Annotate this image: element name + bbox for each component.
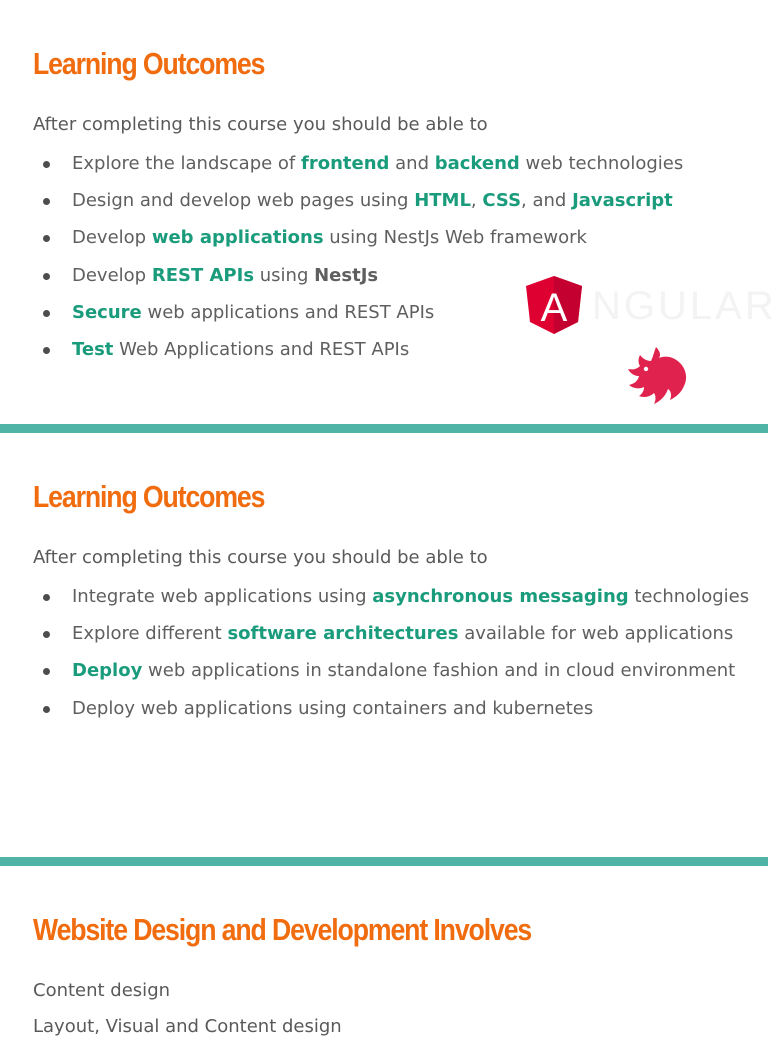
list-item: Secure web applications and REST APIs [0, 299, 768, 336]
bullet-dot-icon [43, 594, 50, 601]
bullet-dot-icon [43, 273, 50, 280]
slide-learning-outcomes-2 [0, 433, 768, 857]
slide-website-design [0, 866, 768, 1037]
outcomes-list [0, 150, 768, 373]
slide-divider [0, 424, 768, 433]
angular-wordmark: NGULAR [592, 284, 777, 328]
angular-logo [526, 276, 777, 334]
list-item: Explore the landscape of frontend and backend web technologies [0, 150, 768, 187]
bullet-dot-icon [43, 310, 50, 317]
list-item: Develop REST APIs using NestJs [0, 262, 768, 299]
list-item: Test Web Applications and REST APIs [0, 336, 768, 373]
slide-title: Learning Outcomes [33, 46, 265, 81]
intro-text: After completing this course you should be able to [33, 114, 488, 135]
slide-title: Website Design and Development Involves [33, 912, 532, 947]
angular-shield-icon [526, 276, 582, 334]
list-item: Deploy web applications in standalone fashion and in cloud environment [0, 657, 768, 694]
bullet-dot-icon [43, 347, 50, 354]
bullet-dot-icon [43, 198, 50, 205]
list-item: Deploy web applications using containers and kubernetes [0, 695, 768, 732]
bullet-dot-icon [43, 668, 50, 675]
bullet-dot-icon [43, 161, 50, 168]
list-item: Integrate web applications using asynchronous messaging technologies [0, 583, 768, 620]
bullet-dot-icon [43, 631, 50, 638]
bullet-dot-icon [43, 235, 50, 242]
intro-text: Content design [33, 980, 171, 1001]
list-item: Develop web applications using NestJs Web framework [0, 224, 768, 261]
list-item: Design and develop web pages using HTML, CSS, and Javascript [0, 187, 768, 224]
partial-text-line: Layout, Visual and Content design [33, 1016, 342, 1037]
intro-text: After completing this course you should be able to [33, 547, 488, 568]
outcomes-list [0, 583, 768, 732]
nestjs-logo-icon [626, 345, 688, 405]
svg-text:A: A [540, 286, 568, 330]
slide-learning-outcomes-1 [0, 0, 777, 424]
list-item: Explore different software architectures available for web applications [0, 620, 768, 657]
slide-title: Learning Outcomes [33, 479, 265, 514]
slide-divider [0, 857, 768, 866]
bullet-dot-icon [43, 706, 50, 713]
